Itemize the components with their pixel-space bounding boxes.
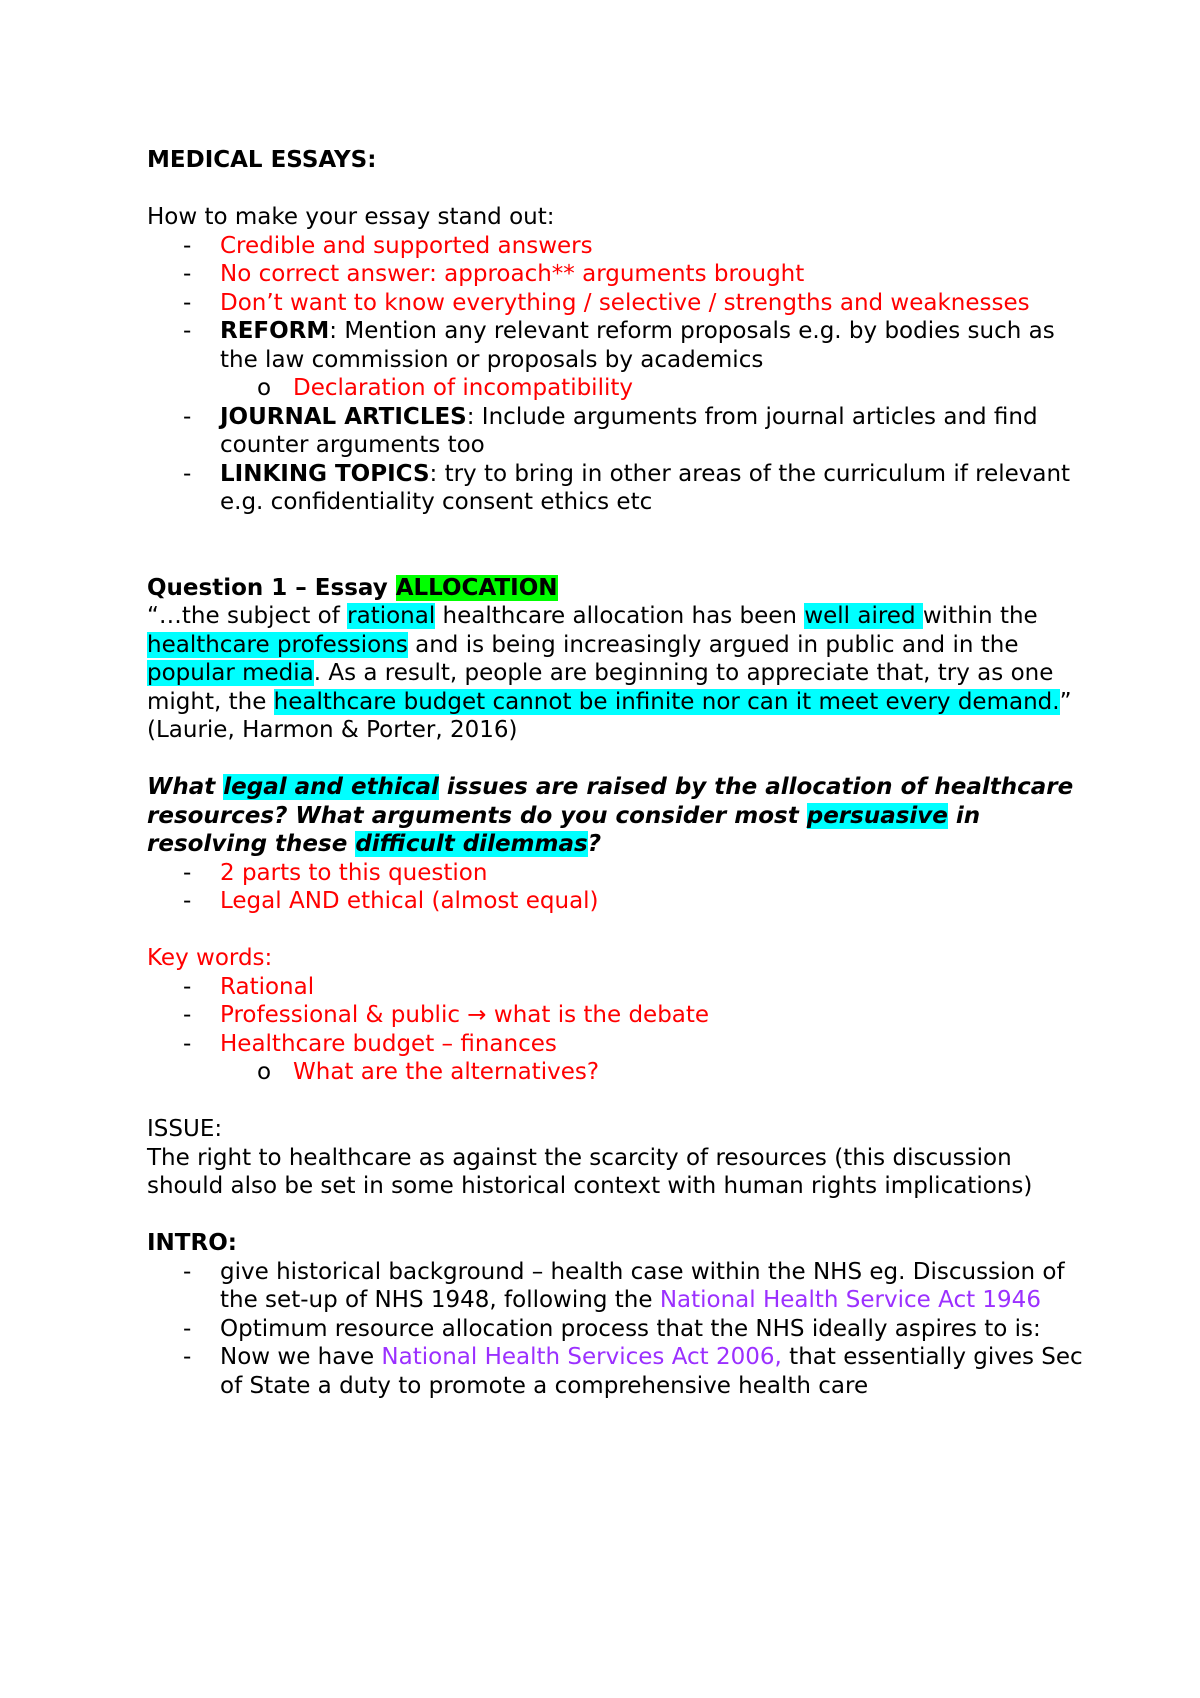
list-item [147,260,1087,289]
dash-bullet: - [183,403,192,430]
list-item [147,317,1087,403]
document-heading: MEDICAL ESSAYS: [147,147,377,173]
dash-bullet: - [183,1315,192,1342]
document-body [147,146,1087,1400]
list-item [147,232,1087,261]
highlight: popular media [147,660,314,686]
essay-prompt: What legal and ethical issues are raised by the allocation of healthcare resources? What arguments do you consider most persuasive in resolving these difficult dilemmas? [147,774,1074,857]
issue-text: The right to healthcare as against the scarcity of resources (this discussion should also be set in some historical context with human rights implications) [147,1144,1033,1199]
list-item: - 2 parts to this question [183,859,488,886]
list-item: - Professional & public → what is the debate [183,1002,710,1028]
sub-list [220,1058,1087,1087]
intro-label: INTRO: [147,1230,237,1256]
statute-reference: National Health Service Act 1946 [659,1287,1041,1313]
list-item: - Healthcare budget – finances o What are the alternatives? [147,1030,1087,1087]
intro-points-list [147,1258,1087,1401]
dash-bullet: - [183,318,192,344]
question-notes-list [147,859,1087,916]
dash-bullet: - [183,888,192,914]
sub-list-item: o What are the alternatives? [257,1059,600,1085]
list-item: - Legal AND ethical (almost equal) [183,888,599,914]
highlight: difficult dilemmas [355,831,588,857]
list-item: - Now we have National Health Services Act 2006, that essentially gives Sec of State a duty to promote a comprehensive health care [183,1344,1083,1399]
sub-list [220,374,1087,403]
tip-text: : Include arguments from journal articles and find counter arguments too [220,403,1038,458]
tip-text: : try to bring in other areas of the curriculum if relevant e.g. confidentiality consent ethics etc [220,460,1071,515]
sub-list-item [147,374,1087,403]
list-item: - give historical background – health case within the NHS eg. Discussion of the set-up of NHS 1948, following the National Health Service Act 1946 [183,1258,1065,1313]
key-words-list [147,973,1087,1087]
sub-item-text: Declaration of incompatibility [293,375,633,401]
list-item [147,403,1087,460]
tip-bold-label: JOURNAL ARTICLES [220,403,467,430]
issue-label: ISSUE: [147,1116,223,1142]
tip-text: Credible and supported answers [220,232,593,259]
topic-highlight: ALLOCATION [395,574,558,601]
dash-bullet: - [183,859,192,886]
list-item: - Optimum resource allocation process that the NHS ideally aspires to is: [183,1315,1041,1342]
list-item: - Rational [183,973,315,1000]
dash-bullet: - [183,289,192,316]
tip-bold-label: REFORM [220,318,330,344]
intro-line: How to make your essay stand out: [147,204,555,230]
circle-bullet: o [257,1059,272,1085]
circle-bullet: o [257,375,272,401]
dash-bullet: - [183,1258,192,1285]
arrow-icon: → [467,1002,487,1028]
highlight: rational [347,603,436,629]
dash-bullet: - [183,261,192,287]
tip-bold-label: LINKING TOPICS [220,460,430,487]
key-words-label: Key words: [147,945,273,971]
statute-reference: National Health Services Act 2006, [381,1344,782,1370]
highlight: healthcare budget cannot be infinite nor can it meet every demand. [273,688,1060,715]
tip-text: No correct answer: approach** arguments brought [220,261,805,287]
list-item [147,289,1087,318]
tip-text: : Mention any relevant reform proposals e.g. by bodies such as the law commission or proposals by academics [220,318,1055,373]
essay-quote: “…the subject of rational healthcare allocation has been well aired within the healthcare professions and is being increasingly argued in public and in the popular media. As a result, people are beginning to appreciate that, try as one might, the healthcare budget cannot be infinite nor can it meet every demand.” (Laurie, Harmon & Porter, 2016) [147,603,1072,743]
question-title: Question 1 – Essay ALLOCATION [147,574,558,601]
tips-list [147,232,1087,517]
highlight: well aired [804,603,923,629]
dash-bullet: - [183,460,192,487]
highlight: healthcare professions [147,631,408,658]
dash-bullet: - [183,1030,192,1057]
dash-bullet: - [183,973,192,1000]
tip-text: Don’t want to know everything / selective / strengths and weaknesses [220,289,1030,316]
dash-bullet: - [183,1002,192,1028]
highlight: persuasive [806,802,948,829]
dash-bullet: - [183,232,192,259]
highlight: legal and ethical [223,774,439,800]
dash-bullet: - [183,1344,192,1370]
list-item [147,460,1087,517]
